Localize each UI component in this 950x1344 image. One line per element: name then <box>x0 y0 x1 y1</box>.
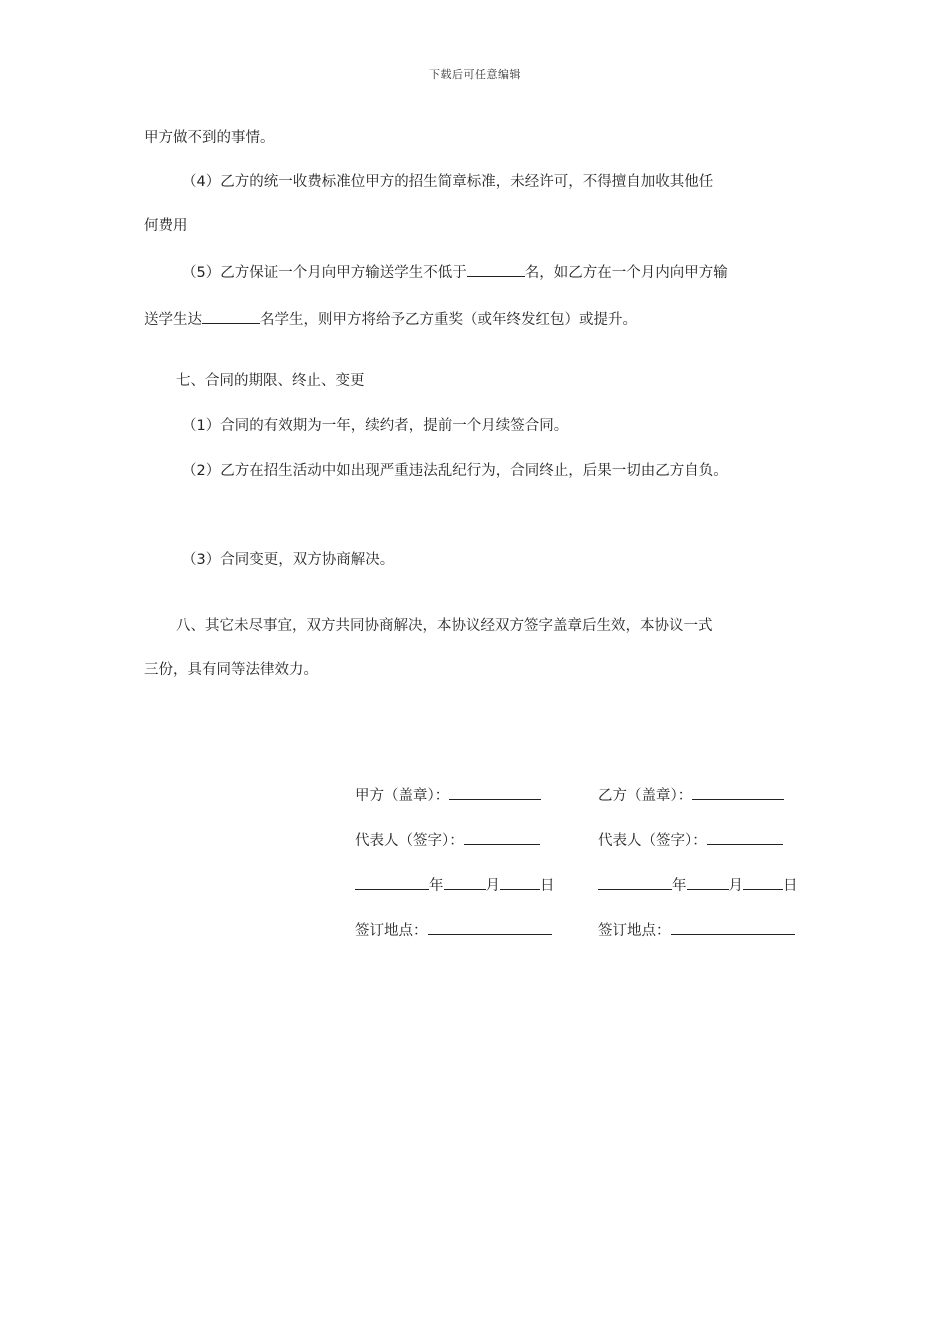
party-b-place-blank[interactable] <box>671 919 795 935</box>
student-count-blank[interactable] <box>467 261 525 277</box>
party-a-place-row <box>355 919 552 941</box>
party-b-place-row <box>598 919 795 941</box>
party-a-rep-label: 代表人（签字）： <box>355 833 464 849</box>
clause-5-text-b: 名，如乙方在一个月内向甲方输 <box>524 265 728 281</box>
party-a-rep-blank[interactable] <box>464 829 540 845</box>
party-a-day-blank[interactable] <box>500 874 540 890</box>
page-header: 下载后可任意编辑 <box>429 68 521 81</box>
party-b-rep-row <box>598 829 783 851</box>
party-b-seal-row <box>598 784 784 806</box>
party-b-rep-blank[interactable] <box>707 829 783 845</box>
party-a-day-label: 日 <box>540 878 555 894</box>
party-b-year-label: 年 <box>672 878 687 894</box>
clause-5-text-c: 送学生达 <box>144 312 202 328</box>
party-b-month-label: 月 <box>728 878 743 894</box>
party-a-place-blank[interactable] <box>428 919 552 935</box>
section-8-continuation: 三份，具有同等法律效力。 <box>144 662 318 678</box>
section-7-item-3: （3）合同变更，双方协商解决。 <box>182 552 395 568</box>
party-b-day-label: 日 <box>783 878 798 894</box>
reward-count-blank[interactable] <box>202 308 260 324</box>
party-b-year-blank[interactable] <box>598 874 672 890</box>
party-a-seal-label: 甲方（盖章）： <box>355 788 450 804</box>
party-a-rep-row <box>355 829 540 851</box>
party-b-seal-blank[interactable] <box>692 784 784 800</box>
party-b-day-blank[interactable] <box>743 874 783 890</box>
clause-4-continuation: 何费用 <box>144 218 188 234</box>
clause-4-line: （4）乙方的统一收费标准位甲方的招生简章标准，未经许可，不得擅自加收其他任 <box>182 174 714 190</box>
party-b-rep-label: 代表人（签字）： <box>598 833 707 849</box>
section-8-line: 八、其它未尽事宜，双方共同协商解决，本协议经双方签字盖章后生效，本协议一式 <box>176 618 713 634</box>
paragraph-line: 甲方做不到的事情。 <box>144 130 275 146</box>
party-a-year-label: 年 <box>429 878 444 894</box>
party-b-date-row <box>598 874 798 896</box>
party-a-place-label: 签订地点： <box>355 923 428 939</box>
party-b-place-label: 签订地点： <box>598 923 671 939</box>
party-a-month-blank[interactable] <box>444 874 486 890</box>
party-b-month-blank[interactable] <box>687 874 729 890</box>
party-a-month-label: 月 <box>485 878 500 894</box>
party-a-seal-blank[interactable] <box>449 784 541 800</box>
party-a-seal-row <box>355 784 541 806</box>
party-a-year-blank[interactable] <box>355 874 429 890</box>
clause-5-line <box>182 261 728 283</box>
section-7-item-2: （2）乙方在招生活动中如出现严重违法乱纪行为，合同终止，后果一切由乙方自负。 <box>182 463 728 479</box>
clause-5-text-d: 名学生，则甲方将给予乙方重奖（或年终发红包）或提升。 <box>260 312 637 328</box>
section-7-heading: 七、合同的期限、终止、变更 <box>176 373 365 389</box>
party-a-date-row <box>355 874 555 896</box>
section-7-item-1: （1）合同的有效期为一年，续约者，提前一个月续签合同。 <box>182 418 569 434</box>
party-b-seal-label: 乙方（盖章）： <box>598 788 693 804</box>
clause-5-continuation <box>144 308 637 330</box>
clause-5-text-a: （5）乙方保证一个月向甲方输送学生不低于 <box>182 265 467 281</box>
